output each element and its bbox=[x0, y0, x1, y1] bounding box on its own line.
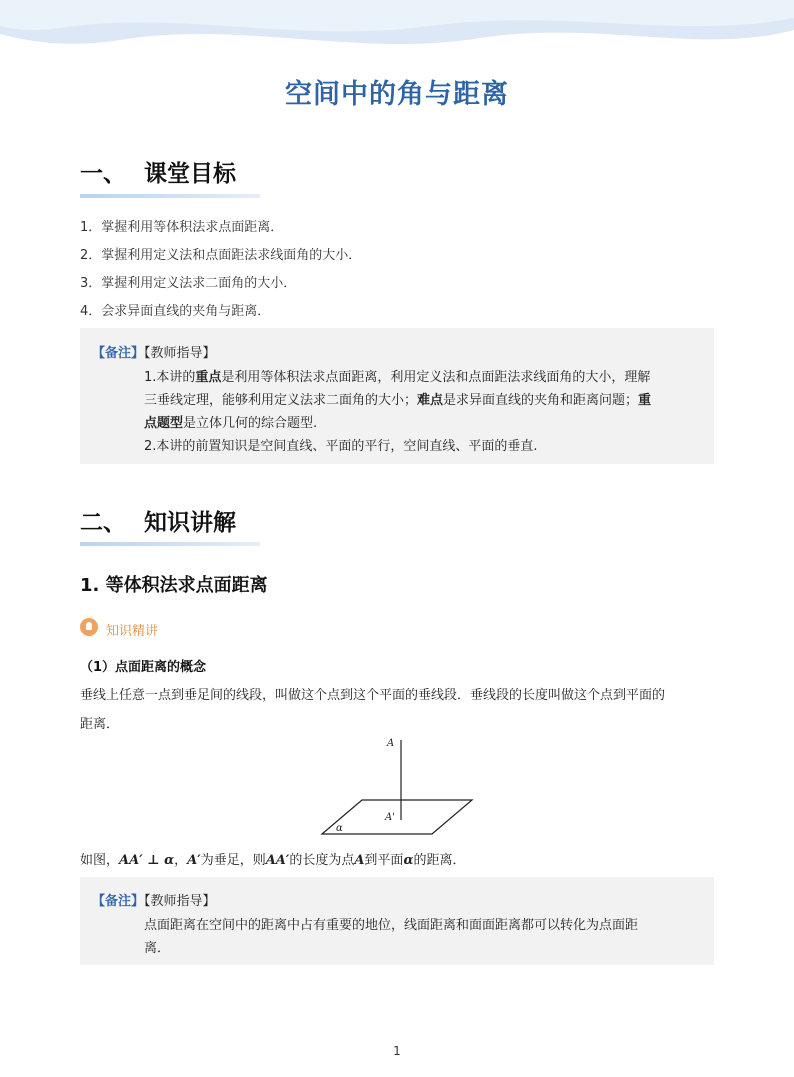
note-emphasis: 难点 bbox=[417, 393, 444, 408]
section-heading-goals bbox=[80, 155, 236, 188]
page-number: 1 bbox=[393, 1044, 401, 1058]
note-line: 点面距离在空间中的距离中占有重要的地位，线面距离和面面距离都可以转化为点面距 bbox=[144, 918, 639, 933]
goal-item: 3．掌握利用定义法求二面角的大小． bbox=[80, 276, 297, 291]
section-title: 知识讲解 bbox=[144, 510, 236, 536]
math-expression: A′ bbox=[187, 853, 201, 868]
section-title: 课堂目标 bbox=[144, 161, 236, 187]
caption-text: 如图， bbox=[80, 853, 120, 868]
diagram-caption bbox=[80, 849, 465, 868]
knowledge-label: 知识精讲 bbox=[106, 624, 159, 639]
point-plane-distance-diagram bbox=[310, 732, 490, 840]
label-a-prime: A' bbox=[385, 812, 395, 823]
note-text: 是求异面直线的夹角和距离问题； bbox=[443, 393, 639, 408]
math-expression: A bbox=[354, 853, 365, 868]
note-line bbox=[144, 366, 650, 385]
concept-heading: （1）点面距离的概念 bbox=[80, 660, 207, 675]
note-header bbox=[92, 890, 216, 909]
note-line: 离． bbox=[144, 941, 171, 956]
note-emphasis: 重点 bbox=[195, 370, 222, 385]
note-tag: 【备注】 bbox=[92, 894, 145, 909]
note-emphasis: 重 bbox=[638, 393, 652, 408]
goal-item: 4．会求异面直线的夹角与距离． bbox=[80, 304, 271, 319]
teacher-note-box bbox=[80, 328, 714, 464]
caption-text: 的长度为点 bbox=[289, 853, 355, 868]
math-expression: AA′ ⊥ α bbox=[119, 853, 175, 868]
section-heading-knowledge bbox=[80, 504, 236, 537]
note-label: 【教师指导】 bbox=[144, 894, 216, 909]
note-line bbox=[144, 389, 651, 408]
note-text: 1.本讲的 bbox=[144, 370, 196, 385]
paragraph-line: 垂线上任意一点到垂足间的线段，叫做这个点到这个平面的垂线段．垂线段的长度叫做这个点到平面的 bbox=[80, 688, 666, 703]
caption-text: ， bbox=[174, 853, 188, 868]
subsection-heading: 1. 等体积法求点面距离 bbox=[80, 575, 268, 596]
paragraph-line: 距离． bbox=[80, 717, 120, 732]
goal-item: 2．掌握利用定义法和点面距法求线面角的大小． bbox=[80, 248, 362, 263]
note-text: 是利用等体积法求点面距离，利用定义法和点面距法求线面角的大小，理解 bbox=[221, 370, 651, 385]
caption-text: 为垂足，则 bbox=[200, 853, 266, 868]
math-expression: α bbox=[403, 853, 414, 868]
label-a: A bbox=[387, 738, 395, 749]
note-line: 2.本讲的前置知识是空间直线、平面的平行，空间直线、平面的垂直. bbox=[144, 439, 538, 454]
note-header bbox=[92, 342, 216, 361]
section-number: 一、 bbox=[80, 161, 126, 187]
math-expression: AA′ bbox=[265, 853, 290, 868]
note-emphasis: 点题型 bbox=[144, 416, 184, 431]
caption-text: 的距离． bbox=[413, 853, 466, 868]
teacher-note-box bbox=[80, 877, 714, 965]
section-underline bbox=[80, 194, 260, 198]
note-text: 是立体几何的综合题型. bbox=[183, 416, 318, 431]
goal-item: 1．掌握利用等体积法求点面距离． bbox=[80, 220, 284, 235]
note-label: 【教师指导】 bbox=[144, 346, 216, 361]
header-wave-decoration bbox=[0, 0, 794, 70]
label-alpha: α bbox=[336, 823, 343, 834]
caption-text: 到平面 bbox=[364, 853, 404, 868]
note-tag: 【备注】 bbox=[92, 346, 145, 361]
note-line bbox=[144, 412, 317, 431]
section-number: 二、 bbox=[80, 510, 126, 536]
note-text: 三垂线定理，能够利用定义法求二面角的大小； bbox=[144, 393, 418, 408]
lightbulb-icon bbox=[80, 618, 98, 636]
document-title: 空间中的角与距离 bbox=[285, 79, 509, 110]
section-underline bbox=[80, 542, 260, 546]
plane-alpha bbox=[322, 800, 472, 834]
